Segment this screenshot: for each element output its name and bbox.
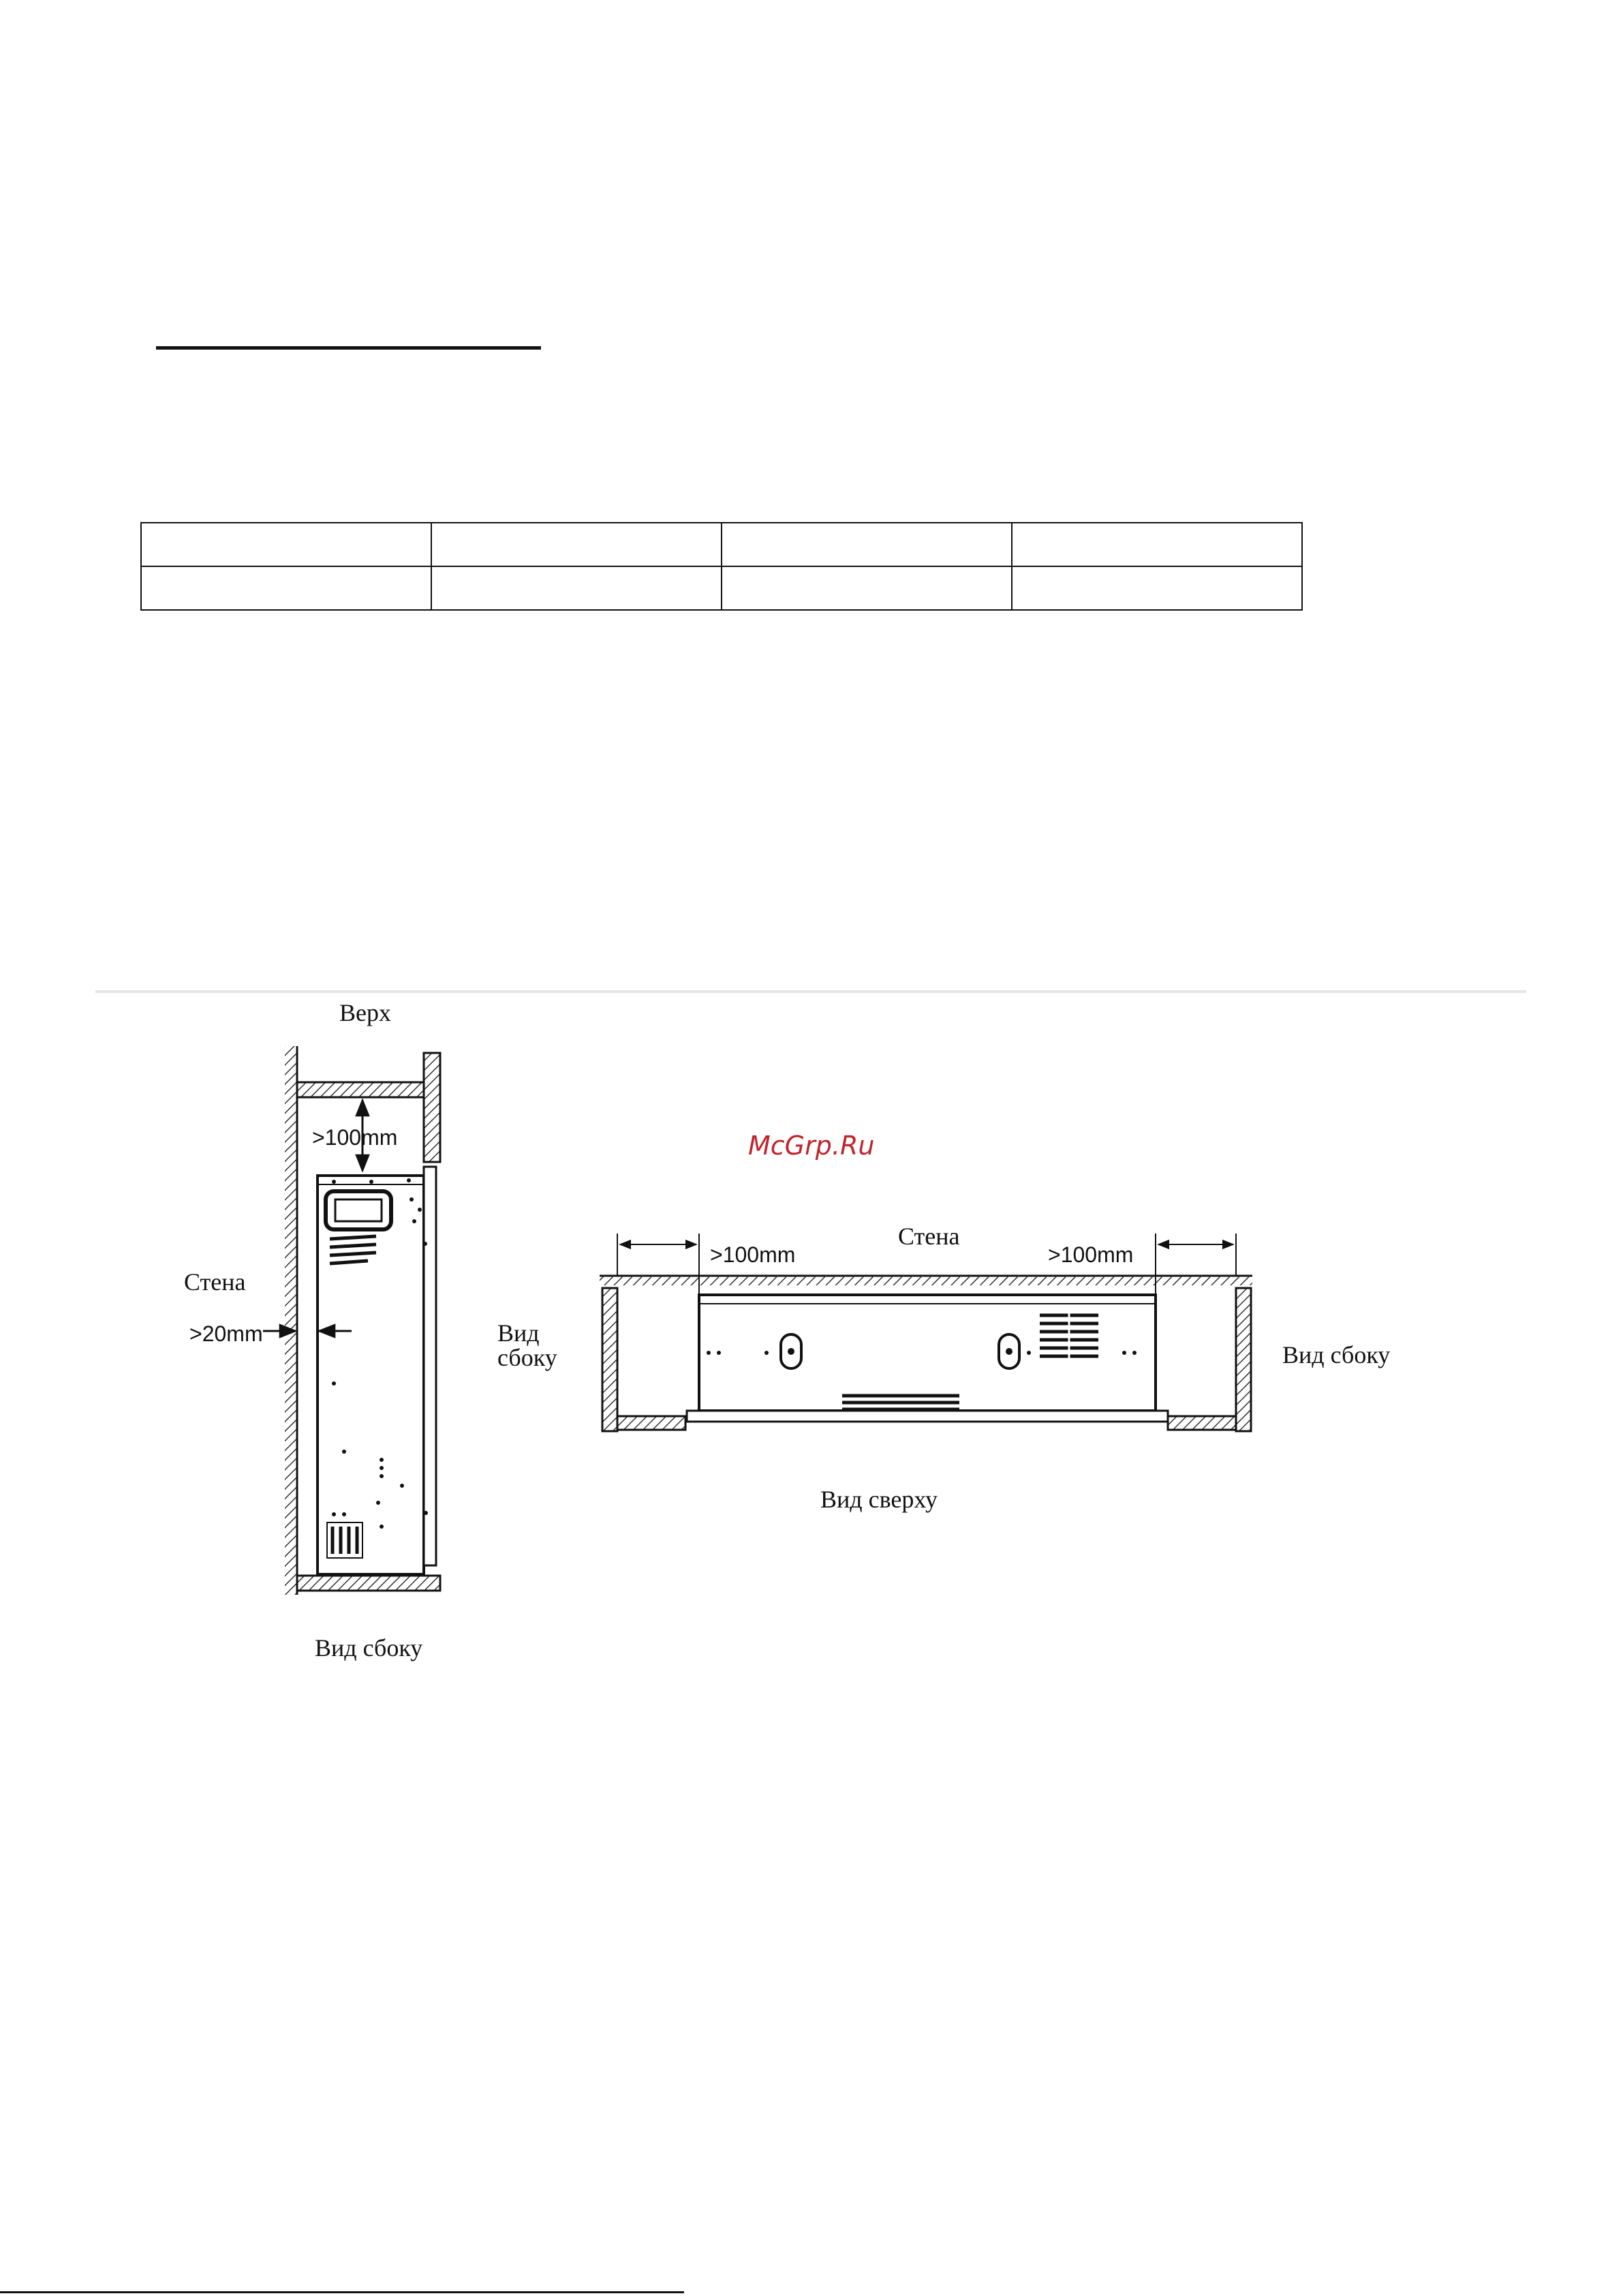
label-side-left-1: Вид <box>497 1319 540 1347</box>
right-panel <box>424 1053 440 1162</box>
table-cell <box>722 566 1012 610</box>
top-view <box>497 1131 1390 1513</box>
table-cell <box>141 523 431 566</box>
label-top: Верх <box>339 999 391 1026</box>
table-cell <box>431 523 722 566</box>
table-cell <box>1012 566 1302 610</box>
return-right <box>1168 1416 1236 1430</box>
side-view <box>184 999 440 1662</box>
caption-top-view: Вид сверху <box>820 1486 938 1513</box>
label-clearance-top: >100mm <box>312 1125 398 1150</box>
table-row <box>141 566 1302 610</box>
caption-side-view: Вид сбоку <box>315 1634 423 1662</box>
heading-underline <box>156 346 541 350</box>
label-side-left-2: сбоку <box>497 1344 557 1371</box>
spec-table <box>140 522 1303 611</box>
table-row <box>141 523 1302 566</box>
unit-side-rail <box>424 1167 436 1565</box>
return-left <box>617 1416 685 1430</box>
label-wall-side: Стена <box>184 1268 246 1296</box>
side-wall-right <box>1236 1288 1251 1431</box>
table-cell <box>431 566 722 610</box>
label-wall-top: Стена <box>898 1223 960 1250</box>
side-wall-left <box>602 1288 617 1431</box>
floor <box>297 1576 440 1591</box>
installation-clearance-diagram <box>0 981 1623 1677</box>
label-side-right: Вид сбоку <box>1282 1341 1391 1368</box>
wall-left-hatch <box>285 1046 297 1595</box>
table-cell <box>1012 523 1302 566</box>
table-cell <box>722 523 1012 566</box>
unit-base-plate <box>687 1411 1168 1422</box>
footnote-separator <box>0 2291 684 2293</box>
label-clearance-left: >100mm <box>710 1242 796 1267</box>
ceiling <box>297 1082 424 1097</box>
wall-top-hatch <box>600 1276 1252 1285</box>
label-clearance-wall: >20mm <box>189 1321 263 1346</box>
watermark: McGrp.Ru <box>748 1131 875 1161</box>
label-clearance-right: >100mm <box>1048 1242 1134 1267</box>
table-cell <box>141 566 431 610</box>
